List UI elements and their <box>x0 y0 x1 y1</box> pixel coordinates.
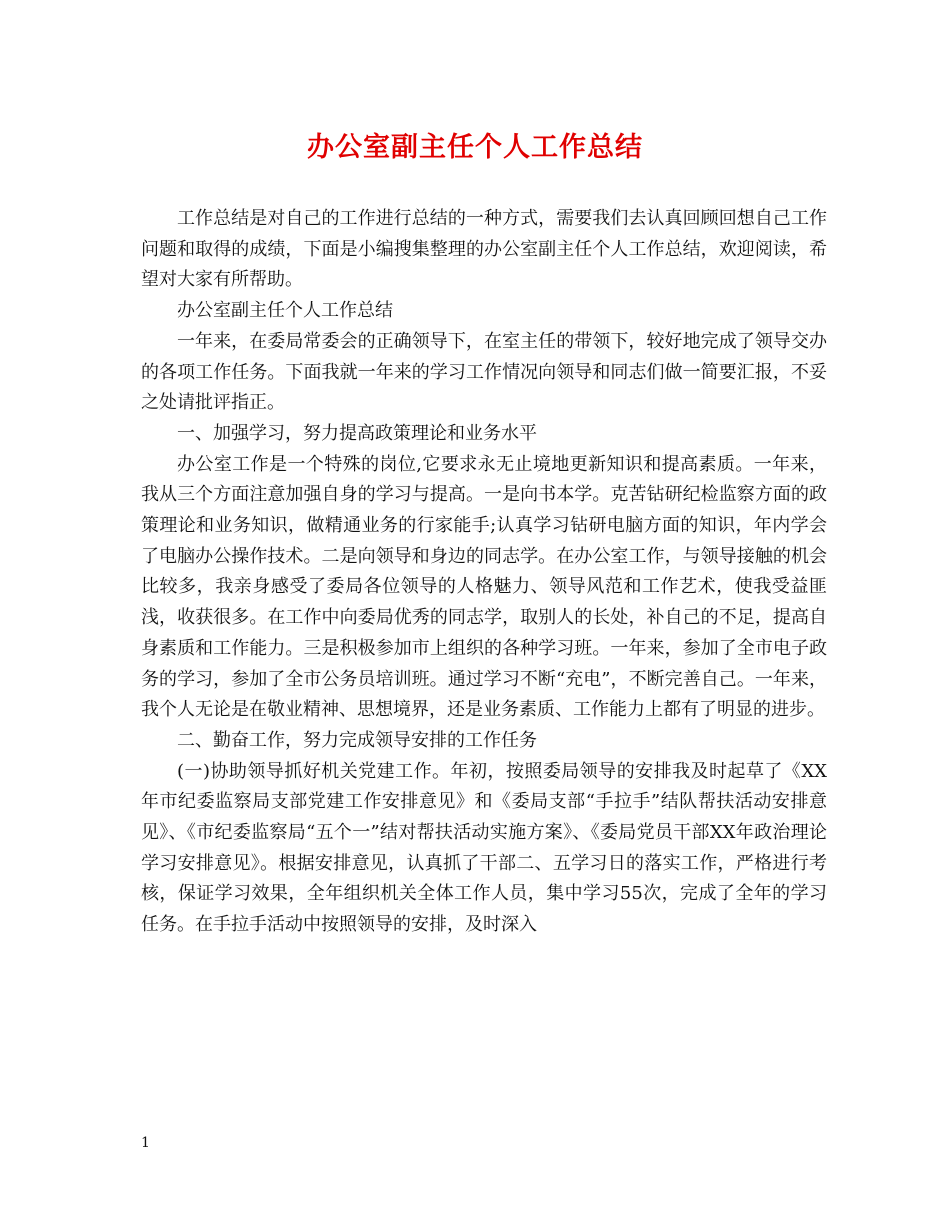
intro-paragraph: 工作总结是对自己的工作进行总结的一种方式，需要我们去认真回顾回想自己工作问题和取得的成绩，下面是小编搜集整理的办公室副主任个人工作总结，欢迎阅读，希望对大家有所帮助。 <box>141 208 827 291</box>
opening-paragraph: 一年来，在委局常委会的正确领导下，在室主任的带领下，较好地完成了领导交办的各项工作任务。下面我就一年来的学习工作情况向领导和同志们做一简要汇报，不妥之处请批评指正。 <box>141 330 827 414</box>
work-paragraph: (一)协助领导抓好机关党建工作。年初，按照委局领导的安排我及时起草了《XX年市纪委监察局支部党建工作安排意见》和《委局支部“手拉手”结队帮扶活动安排意见》、《市纪委监察局“五个一”结对帮扶活动实施方案》、《委局党员干部XX年政治理论学习安排意见》。根据安排意见，认真抓了干部二、五学习日的落实工作，严格进行考核，保证学习效果，全年组织机关全体工作人员，集中学习55次，完成了全年的学习任务。在手拉手活动中按照领导的安排，及时深入 <box>141 760 827 936</box>
page-number: 1 <box>141 1135 150 1151</box>
document-title: 办公室副主任个人工作总结 <box>307 132 643 163</box>
study-paragraph: 办公室工作是一个特殊的岗位,它要求永无止境地更新知识和提高素质。一年来，我从三个方面注意加强自身的学习与提高。一是向书本学。克苦钻研纪检监察方面的政策理论和业务知识，做精通业务的行家能手;认真学习钻研电脑方面的知识，年内学会了电脑办公操作技术。二是向领导和身边的同志学。在办公室工作，与领导接触的机会比较多，我亲身感受了委局各位领导的人格魅力、领导风范和工作艺术，使我受益匪浅，收获很多。在工作中向委局优秀的同志学，取别人的长处，补自己的不足，提高自身素质和工作能力。三是积极参加市上组织的各种学习班。一年来，参加了全市电子政务的学习，参加了全市公务员培训班。通过学习不断“充电”，不断完善自己。一年来，我个人无论是在敬业精神、思想境界，还是业务素质、工作能力上都有了明显的进步。 <box>141 453 827 721</box>
document-body <box>141 204 827 941</box>
heading-work: 二、勤奋工作，努力完成领导安排的工作任务 <box>177 729 537 751</box>
section-heading: 办公室副主任个人工作总结 <box>177 300 393 322</box>
heading-study: 一、加强学习，努力提高政策理论和业务水平 <box>177 422 537 444</box>
